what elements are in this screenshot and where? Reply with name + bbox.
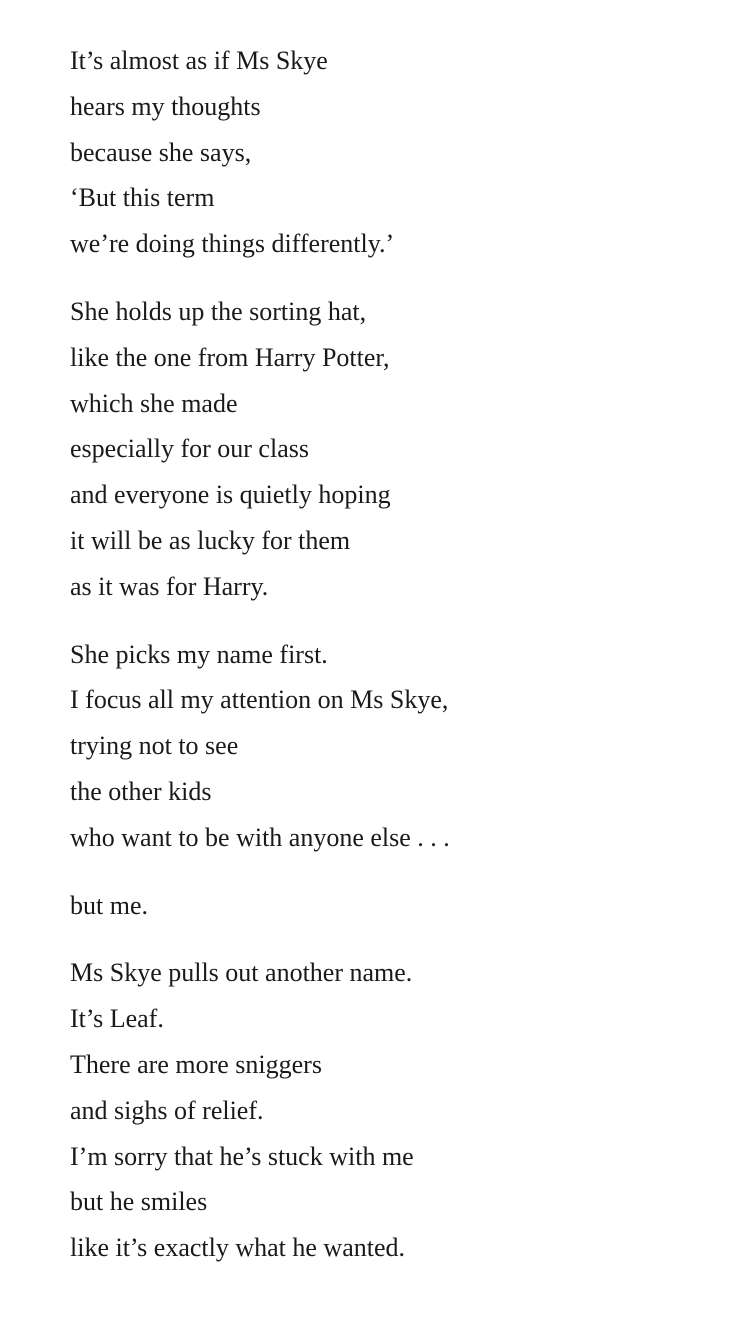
poem-line: She holds up the sorting hat, [70,296,367,326]
poem-line: because she says, [70,137,252,167]
poem-line: like it’s exactly what he wanted. [70,1233,406,1263]
poem-line: I’m sorry that he’s stuck with me [70,1141,414,1171]
poem-line: but me. [70,890,148,920]
poem-line: like the one from Harry Potter, [70,342,390,372]
poem-line: She picks my name first. [70,639,328,669]
poem-page [70,38,710,1293]
poem-line: trying not to see [70,731,239,761]
poem-line: we’re doing things differently.’ [70,229,395,259]
stanza-1 [70,38,710,267]
poem-line: but he smiles [70,1187,208,1217]
poem-line: which she made [70,388,238,418]
poem-line: and sighs of relief. [70,1095,264,1125]
poem-line: It’s Leaf. [70,1004,164,1034]
poem-line: and everyone is quietly hoping [70,480,391,510]
poem-line: I focus all my attention on Ms Skye, [70,685,449,715]
poem-line: ‘But this term [70,183,215,213]
stanza-4 [70,883,710,929]
poem-line: as it was for Harry. [70,571,269,601]
poem-line: hears my thoughts [70,91,261,121]
poem-line: especially for our class [70,434,309,464]
poem-line: it will be as lucky for them [70,525,351,555]
poem-line: There are more sniggers [70,1049,322,1079]
stanza-2 [70,289,710,610]
stanza-5 [70,950,710,1271]
poem-line: who want to be with anyone else . . . [70,822,450,852]
poem-line: the other kids [70,776,212,806]
stanza-3 [70,632,710,861]
poem-line: Ms Skye pulls out another name. [70,958,413,988]
poem-line: It’s almost as if Ms Skye [70,46,328,75]
